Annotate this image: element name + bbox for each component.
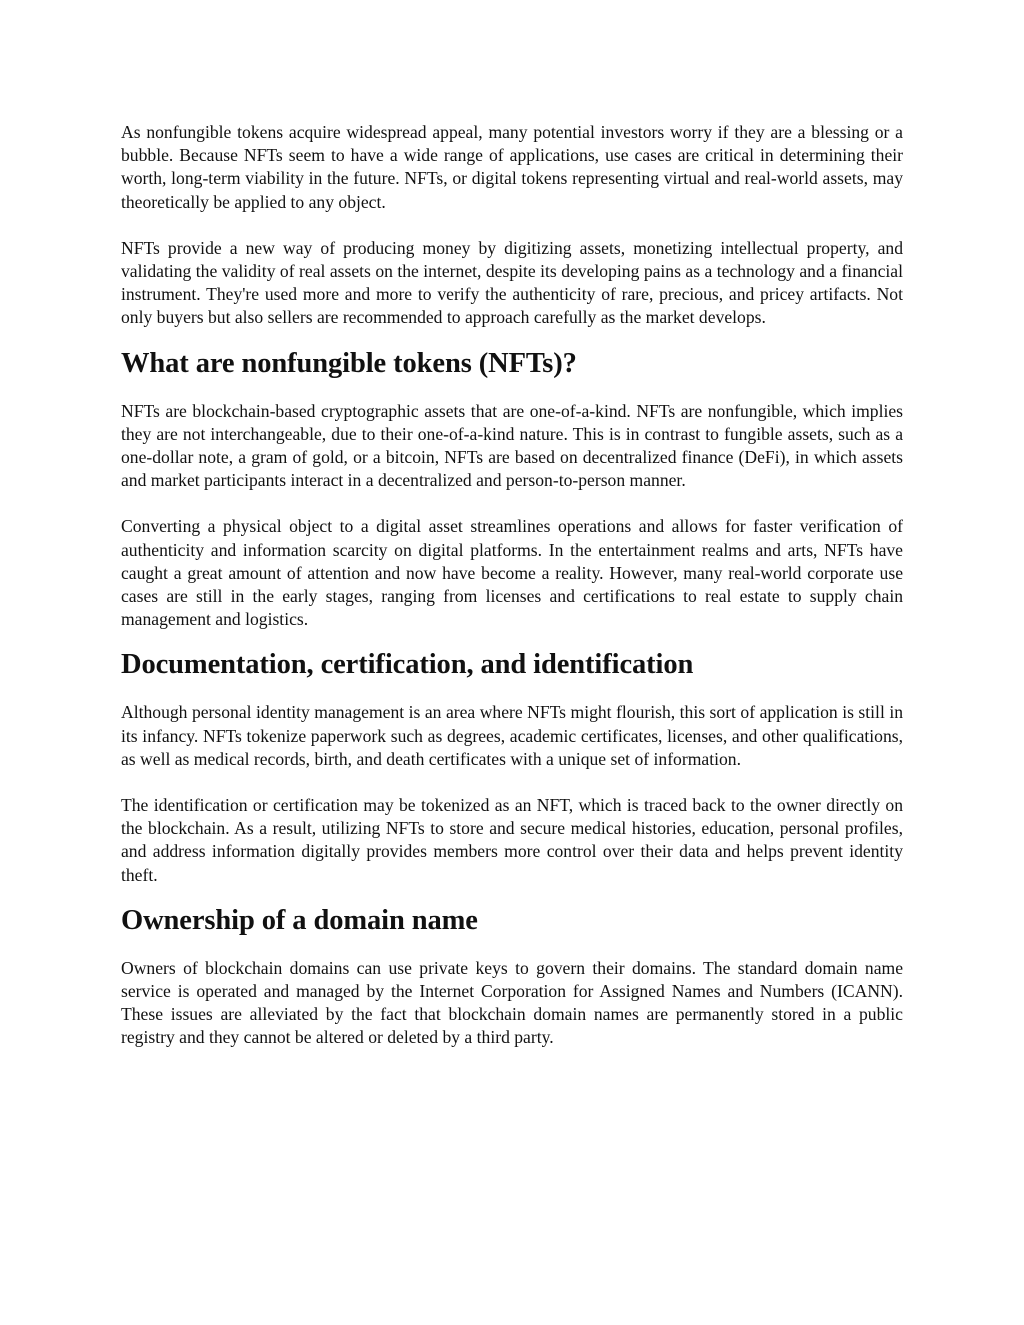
section-heading-what-are-nfts: What are nonfungible tokens (NFTs)? [121,347,577,379]
intro-paragraph: NFTs provide a new way of producing money by digitizing assets, monetizing intellectual property, and validating the validity of real assets on the internet, despite its developing pains as a technology and a financial instrument. They're used more and more to verify the authenticity of rare, precious, and pricey artifacts. Not only buyers but also sellers are recommended to approach carefully as the market develops. [121,237,903,328]
section-paragraph: Converting a physical object to a digital asset streamlines operations and allows for faster verification of authenticity and information scarcity on digital platforms. In the entertainment realms and arts, NFTs have caught a great amount of attention and now have become a reality. However, many real-world corporate use cases are still in the early stages, ranging from licenses and certifications to real estate to supply chain management and logistics. [121,516,903,630]
intro-paragraph: As nonfungible tokens acquire widespread appeal, many potential investors worry if they are a blessing or a bubble. Because NFTs seem to have a wide range of applications, use cases are critical in determining their worth, long-term viability in the future. NFTs, or digital tokens representing virtual and real-world assets, may theoretically be applied to any object. [121,122,903,212]
section-paragraph: Although personal identity management is an area where NFTs might flourish, this sort of application is still in its infancy. NFTs tokenize paperwork such as degrees, academic certificates, licenses, and other qualifications, as well as medical records, birth, and death certificates with a unique set of information. [121,702,903,769]
section-heading-documentation: Documentation, certification, and identification [121,649,694,681]
section-paragraph: Owners of blockchain domains can use private keys to govern their domains. The standard domain name service is operated and managed by the Internet Corporation for Assigned Names and Numbers (ICANN). These issues are alleviated by the fact that blockchain domain names are permanently stored in a public registry and they cannot be altered or deleted by a third party. [121,957,903,1048]
section-paragraph: NFTs are blockchain-based cryptographic assets that are one-of-a-kind. NFTs are nonfungible, which implies they are not interchangeable, due to their one-of-a-kind nature. This is in contrast to fungible assets, such as a one-dollar note, a gram of gold, or a bitcoin, NFTs are based on decentralized finance (DeFi), in which assets and market participants interact in a decentralized and person-to-person manner. [121,400,903,491]
section-heading-domain-ownership: Ownership of a domain name [121,904,478,936]
document-page [121,121,903,1072]
section-paragraph: The identification or certification may be tokenized as an NFT, which is traced back to the owner directly on the blockchain. As a result, utilizing NFTs to store and secure medical histories, education, personal profiles, and address information digitally provides members more control over their data and helps prevent identity theft. [121,795,903,885]
